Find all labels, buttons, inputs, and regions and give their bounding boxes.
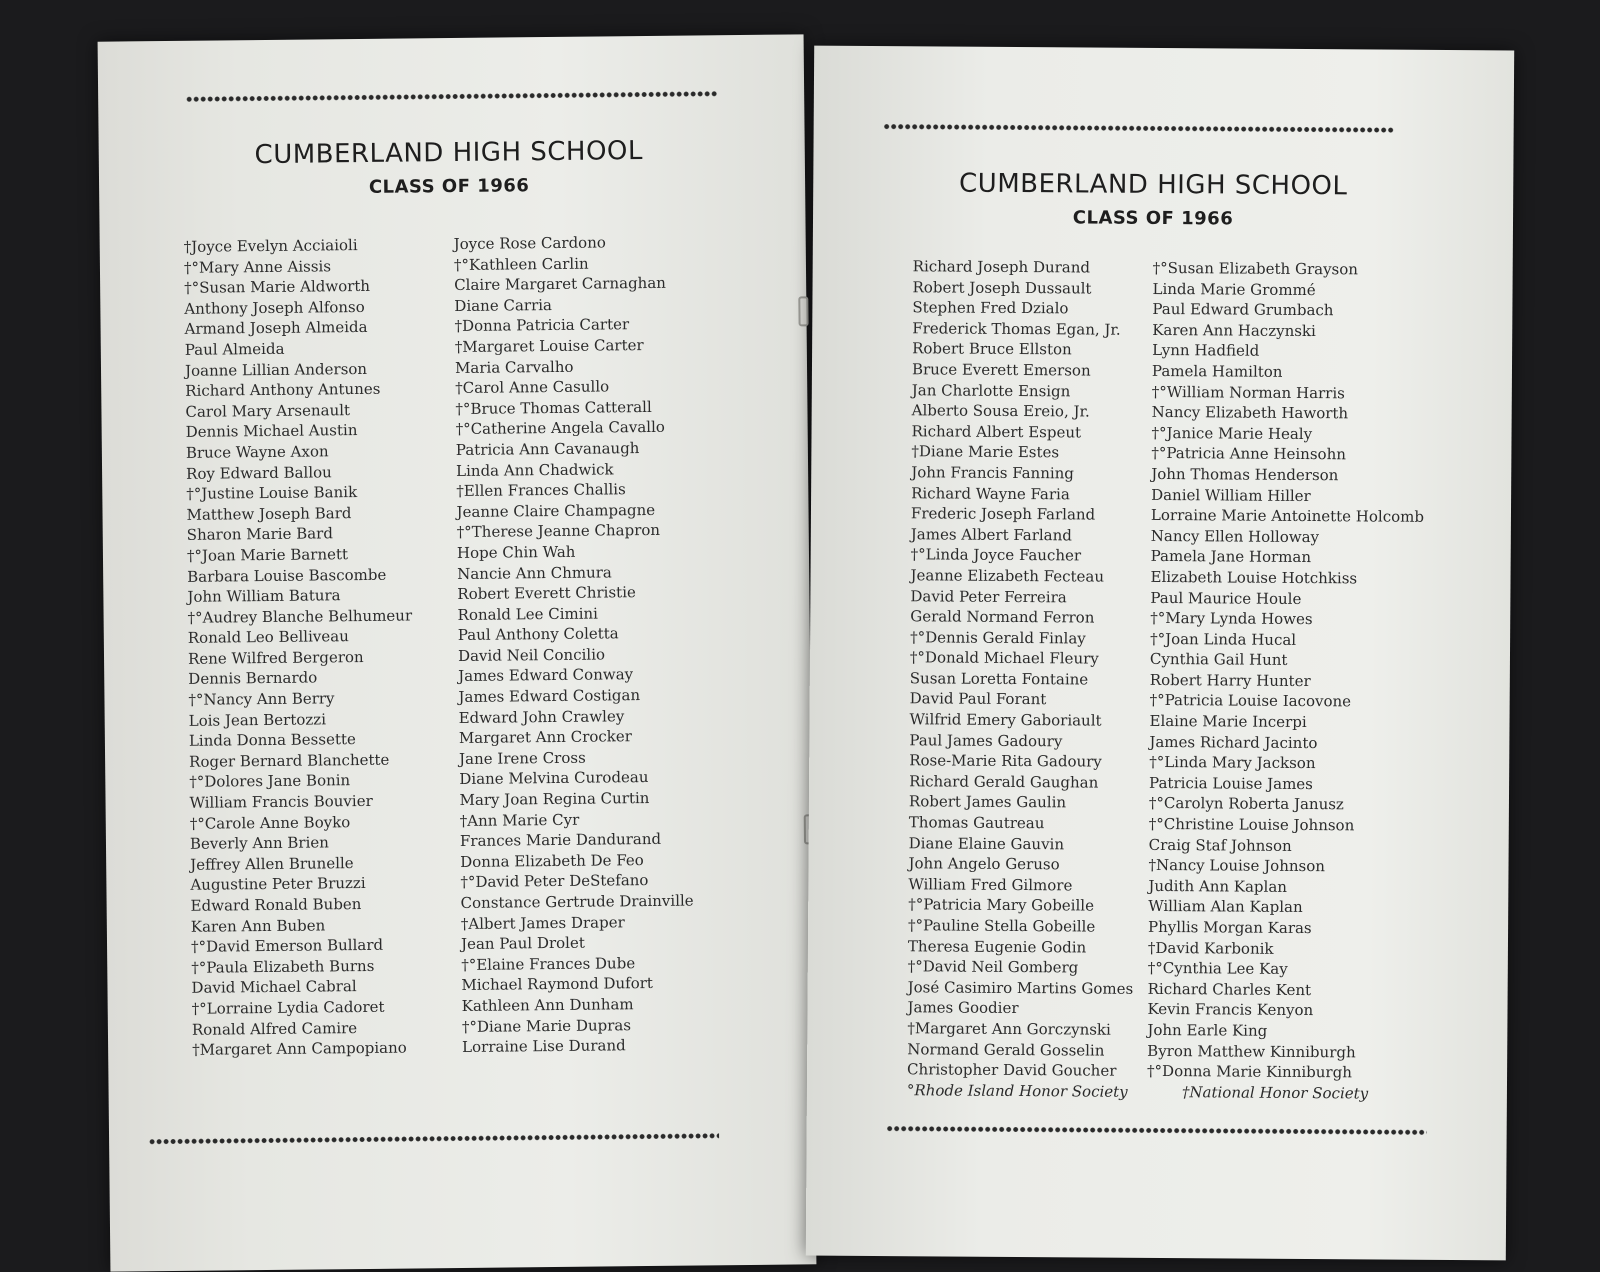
names-column-2 bbox=[454, 232, 696, 1058]
graduate-name: Diane Melvina Curodeau bbox=[459, 768, 649, 789]
graduate-name: Jan Charlotte Ensign bbox=[911, 380, 1071, 400]
graduate-name: John Angelo Geruso bbox=[908, 854, 1060, 874]
graduate-name: †Margaret Louise Carter bbox=[454, 335, 644, 356]
graduate-name: Cynthia Gail Hunt bbox=[1149, 650, 1288, 670]
graduate-name: †Nancy Louise Johnson bbox=[1148, 856, 1325, 876]
names-column-1 bbox=[907, 256, 1138, 1081]
graduate-name: Karen Ann Buben bbox=[190, 915, 326, 936]
graduate-name: Richard Albert Espeut bbox=[911, 422, 1082, 442]
names-column-2 bbox=[1147, 258, 1426, 1084]
graduate-name: Daniel William Hiller bbox=[1151, 485, 1311, 505]
graduate-name: John William Batura bbox=[187, 586, 341, 606]
graduate-name: †°David Peter DeStefano bbox=[460, 871, 649, 892]
graduate-name: Jeffrey Allen Brunelle bbox=[190, 853, 354, 874]
graduate-name: Lois Jean Bertozzi bbox=[188, 710, 327, 730]
graduate-name: Rose-Marie Rita Gadoury bbox=[909, 751, 1102, 771]
graduate-name: William Francis Bouvier bbox=[189, 791, 373, 812]
graduate-name: †Joyce Evelyn Acciaioli bbox=[183, 236, 358, 256]
graduate-name: †Carol Anne Casullo bbox=[455, 377, 610, 398]
graduate-name: †°Diane Marie Dupras bbox=[461, 1015, 632, 1036]
graduate-name: Donna Elizabeth De Feo bbox=[460, 850, 644, 871]
graduate-name: Anthony Joseph Alfonso bbox=[184, 297, 365, 318]
graduate-name: Jane Irene Cross bbox=[459, 748, 586, 768]
graduate-name: Robert Joseph Dussault bbox=[912, 277, 1092, 298]
graduate-name: †°Nancy Ann Berry bbox=[188, 689, 335, 709]
graduate-name: William Fred Gilmore bbox=[908, 875, 1073, 895]
graduate-name: †°Patricia Anne Heinsohn bbox=[1151, 444, 1346, 464]
graduate-name: Pamela Jane Horman bbox=[1150, 547, 1312, 567]
graduate-name: Matthew Joseph Bard bbox=[186, 503, 352, 524]
graduate-name: †°Carole Anne Boyko bbox=[189, 812, 351, 833]
staple bbox=[798, 296, 808, 326]
graduate-name: James Goodier bbox=[907, 998, 1019, 1018]
graduate-name: Sharon Marie Bard bbox=[186, 524, 334, 545]
graduate-name: Maria Carvalho bbox=[454, 357, 574, 377]
graduate-name: Gerald Normand Ferron bbox=[910, 607, 1095, 627]
graduate-name: Roy Edward Ballou bbox=[186, 462, 332, 483]
graduate-name: †Margaret Ann Gorczynski bbox=[907, 1019, 1111, 1039]
graduate-name: †Margaret Ann Campopiano bbox=[192, 1038, 407, 1059]
graduate-name: †°Joan Linda Hucal bbox=[1150, 629, 1297, 649]
graduate-name: Ronald Leo Belliveau bbox=[187, 627, 349, 648]
graduate-name: Diane Carria bbox=[454, 295, 553, 315]
graduate-name: John Thomas Henderson bbox=[1151, 464, 1339, 485]
graduate-name: †°Therese Jeanne Chapron bbox=[456, 521, 661, 542]
graduate-name: David Neil Concilio bbox=[457, 645, 606, 665]
graduate-name: †°Christine Louise Johnson bbox=[1148, 814, 1355, 835]
graduate-name: †David Karbonik bbox=[1147, 938, 1274, 958]
graduate-name: José Casimiro Martins Gomes bbox=[907, 978, 1134, 998]
graduate-name: †Albert James Draper bbox=[460, 912, 625, 933]
graduate-name: †°Linda Mary Jackson bbox=[1149, 753, 1316, 773]
graduate-name: †Donna Patricia Carter bbox=[454, 315, 630, 336]
graduate-name: †°Janice Marie Healy bbox=[1151, 423, 1313, 443]
graduate-name: Bruce Everett Emerson bbox=[911, 360, 1091, 380]
graduate-name: Jeanne Elizabeth Fecteau bbox=[910, 566, 1105, 586]
graduate-name: James Richard Jacinto bbox=[1149, 732, 1318, 752]
graduate-name: Constance Gertrude Drainville bbox=[460, 891, 694, 912]
graduate-name: Linda Donna Bessette bbox=[188, 730, 356, 751]
graduate-name: †°Carolyn Roberta Janusz bbox=[1148, 794, 1344, 814]
graduate-name: Carol Mary Arsenault bbox=[185, 400, 351, 421]
graduate-name: Paul Maurice Houle bbox=[1150, 588, 1302, 608]
graduate-name: †°William Norman Harris bbox=[1151, 382, 1345, 402]
names-column-1 bbox=[184, 234, 417, 1060]
graduate-name: Byron Matthew Kinniburgh bbox=[1147, 1041, 1356, 1061]
graduate-name: Diane Elaine Gauvin bbox=[908, 833, 1065, 853]
graduate-name: Armand Joseph Almeida bbox=[184, 318, 368, 339]
class-year: CLASS OF 1966 bbox=[368, 175, 530, 198]
graduate-name: Elizabeth Louise Hotchkiss bbox=[1150, 567, 1358, 588]
graduate-name: David Michael Cabral bbox=[191, 977, 357, 998]
graduate-name: †°David Emerson Bullard bbox=[190, 935, 384, 956]
graduate-name: †°Linda Joyce Faucher bbox=[910, 545, 1082, 565]
graduate-name: †Diane Marie Estes bbox=[911, 442, 1060, 462]
legend-rhode-island-honor-society: °Rhode Island Honor Society bbox=[906, 1081, 1128, 1101]
program-right-page bbox=[806, 46, 1514, 1261]
graduate-name: Wilfrid Emery Gaboriault bbox=[909, 710, 1102, 730]
graduate-name: Richard Anthony Antunes bbox=[185, 379, 381, 400]
graduate-name: Christopher David Goucher bbox=[907, 1060, 1117, 1080]
graduate-name: Joyce Rose Cardono bbox=[453, 233, 606, 254]
graduate-name: Robert Bruce Ellston bbox=[912, 339, 1072, 359]
page-header bbox=[219, 136, 680, 200]
graduate-name: David Paul Forant bbox=[909, 689, 1047, 709]
graduate-name: †°Patricia Louise Iacovone bbox=[1149, 691, 1352, 711]
graduate-name: Bruce Wayne Axon bbox=[185, 442, 329, 462]
legend-national-honor-society: †National Honor Society bbox=[1181, 1083, 1369, 1103]
graduate-name: Paul Edward Grumbach bbox=[1152, 300, 1334, 320]
graduate-name: Frederic Joseph Farland bbox=[910, 504, 1096, 524]
graduate-name: Jean Paul Drolet bbox=[460, 933, 585, 954]
graduate-name: †Ann Marie Cyr bbox=[459, 810, 580, 830]
decorative-border-top bbox=[884, 122, 1394, 135]
graduate-name: Nancy Elizabeth Haworth bbox=[1151, 403, 1349, 423]
graduate-name: Lorraine Marie Antoinette Holcomb bbox=[1150, 506, 1425, 526]
graduate-name: Dennis Michael Austin bbox=[185, 421, 358, 442]
graduate-name: Susan Loretta Fontaine bbox=[909, 669, 1089, 689]
graduate-name: Claire Margaret Carnaghan bbox=[454, 273, 666, 295]
graduate-name: Judith Ann Kaplan bbox=[1148, 876, 1288, 896]
graduate-name: Rene Wilfred Bergeron bbox=[187, 647, 364, 668]
graduate-name: Beverly Ann Brien bbox=[189, 833, 329, 854]
graduate-name: †°Elaine Frances Dube bbox=[461, 953, 636, 974]
graduate-name: Augustine Peter Bruzzi bbox=[190, 874, 366, 895]
graduate-name: John Francis Fanning bbox=[911, 463, 1075, 483]
graduate-name: Karen Ann Haczynski bbox=[1152, 320, 1316, 340]
graduate-name: Paul Almeida bbox=[184, 339, 285, 359]
graduate-name: Frances Marie Dandurand bbox=[459, 830, 662, 851]
program-left-page bbox=[98, 34, 817, 1271]
graduate-name: †°Justine Louise Banik bbox=[186, 483, 358, 503]
graduate-name: Ronald Lee Cimini bbox=[457, 604, 599, 624]
graduate-name: Michael Raymond Dufort bbox=[461, 974, 653, 995]
graduate-name: Alberto Sousa Ereio, Jr. bbox=[911, 401, 1090, 421]
graduate-name: Dennis Bernardo bbox=[188, 668, 318, 689]
graduate-name: Joanne Lillian Anderson bbox=[184, 359, 368, 380]
graduate-name: Hope Chin Wah bbox=[456, 542, 576, 562]
graduate-name: Richard Gerald Gaughan bbox=[909, 772, 1099, 792]
graduate-name: James Albert Farland bbox=[910, 524, 1072, 545]
graduate-name: Mary Joan Regina Curtin bbox=[459, 789, 650, 810]
graduate-name: †°Kathleen Carlin bbox=[453, 254, 589, 274]
page-header bbox=[923, 168, 1383, 230]
graduate-name: Ronald Alfred Camire bbox=[191, 1018, 358, 1039]
graduate-name: Stephen Fred Dzialo bbox=[912, 298, 1069, 318]
graduate-name: Thomas Gautreau bbox=[908, 813, 1045, 833]
graduate-name: Robert James Gaulin bbox=[908, 792, 1067, 812]
graduate-name: Paul James Gadoury bbox=[909, 730, 1063, 750]
graduate-name: †°Dolores Jane Bonin bbox=[189, 771, 351, 792]
graduate-name: †°Donald Michael Fleury bbox=[909, 648, 1099, 668]
graduate-name: Jeanne Claire Champagne bbox=[456, 500, 656, 521]
graduate-name: Theresa Eugenie Godin bbox=[907, 936, 1087, 957]
graduate-name: Patricia Ann Cavanaugh bbox=[455, 439, 640, 459]
graduate-name: Patricia Louise James bbox=[1149, 773, 1313, 793]
graduate-name: Robert Everett Christie bbox=[457, 583, 636, 604]
graduate-name: †Ellen Frances Challis bbox=[456, 480, 626, 501]
graduate-name: Richard Charles Kent bbox=[1147, 979, 1312, 999]
graduate-name: †°Cynthia Lee Kay bbox=[1147, 959, 1288, 979]
graduate-name: Kathleen Ann Dunham bbox=[461, 995, 634, 1015]
graduate-name: Nancie Ann Chmura bbox=[457, 562, 612, 583]
decorative-border-bottom bbox=[887, 1124, 1427, 1137]
graduate-name: Frederick Thomas Egan, Jr. bbox=[912, 319, 1121, 339]
school-name: CUMBERLAND HIGH SCHOOL bbox=[254, 136, 644, 171]
graduate-name: David Peter Ferreira bbox=[910, 586, 1067, 606]
decorative-border-top bbox=[186, 89, 718, 104]
graduate-name: †°Lorraine Lydia Cadoret bbox=[191, 997, 385, 1018]
graduate-name: †°Joan Marie Barnett bbox=[186, 545, 349, 565]
graduate-name: †°Audrey Blanche Belhumeur bbox=[187, 606, 413, 627]
school-name: CUMBERLAND HIGH SCHOOL bbox=[958, 168, 1348, 202]
graduate-name: Edward Ronald Buben bbox=[190, 895, 362, 915]
graduate-name: †°David Neil Gomberg bbox=[907, 957, 1079, 977]
decorative-border-bottom bbox=[149, 1131, 719, 1146]
graduate-name: Richard Wayne Faria bbox=[911, 483, 1070, 503]
graduate-name: †°Bruce Thomas Catterall bbox=[455, 397, 652, 418]
graduate-name: James Edward Costigan bbox=[458, 686, 641, 707]
graduate-name: Linda Ann Chadwick bbox=[455, 459, 614, 480]
graduate-name: Elaine Marie Incerpi bbox=[1149, 711, 1307, 732]
graduate-name: Barbara Louise Bascombe bbox=[187, 565, 387, 586]
graduate-name: †°Catherine Angela Cavallo bbox=[455, 418, 665, 439]
graduate-name: Paul Anthony Coletta bbox=[457, 624, 619, 645]
graduate-name: †°Pauline Stella Gobeille bbox=[908, 916, 1096, 936]
graduate-name: Normand Gerald Gosselin bbox=[907, 1039, 1105, 1060]
graduate-name: Linda Marie Grommé bbox=[1152, 279, 1316, 299]
graduate-name: Robert Harry Hunter bbox=[1149, 670, 1311, 690]
graduate-name: Richard Joseph Durand bbox=[912, 257, 1091, 277]
graduate-name: †°Dennis Gerald Finlay bbox=[910, 627, 1086, 648]
graduate-name: James Edward Conway bbox=[458, 665, 634, 686]
graduate-name: Lynn Hadfield bbox=[1152, 341, 1260, 361]
graduate-name: Lorraine Lise Durand bbox=[462, 1036, 626, 1057]
graduate-name: Margaret Ann Crocker bbox=[458, 727, 632, 748]
graduate-name: Kevin Francis Kenyon bbox=[1147, 1000, 1314, 1020]
graduate-name: Edward John Crawley bbox=[458, 706, 625, 727]
graduate-name: John Earle King bbox=[1147, 1020, 1268, 1040]
graduate-name: †°Susan Marie Aldworth bbox=[184, 277, 371, 298]
graduate-name: †°Paula Elizabeth Burns bbox=[191, 956, 375, 977]
graduate-name: †°Donna Marie Kinniburgh bbox=[1147, 1062, 1352, 1082]
graduate-name: Craig Staf Johnson bbox=[1148, 835, 1292, 855]
class-year: CLASS OF 1966 bbox=[1072, 207, 1234, 230]
graduate-name: William Alan Kaplan bbox=[1148, 897, 1303, 917]
graduate-name: Roger Bernard Blanchette bbox=[189, 750, 390, 771]
graduate-name: Phyllis Morgan Karas bbox=[1148, 917, 1312, 938]
graduate-name: †°Patricia Mary Gobeille bbox=[908, 895, 1095, 915]
graduate-name: †°Mary Lynda Howes bbox=[1150, 609, 1313, 629]
graduate-name: †°Mary Anne Aissis bbox=[183, 256, 332, 277]
graduate-name: Nancy Ellen Holloway bbox=[1150, 526, 1320, 546]
graduate-name: Pamela Hamilton bbox=[1151, 361, 1283, 381]
graduate-name: †°Susan Elizabeth Grayson bbox=[1152, 258, 1359, 279]
